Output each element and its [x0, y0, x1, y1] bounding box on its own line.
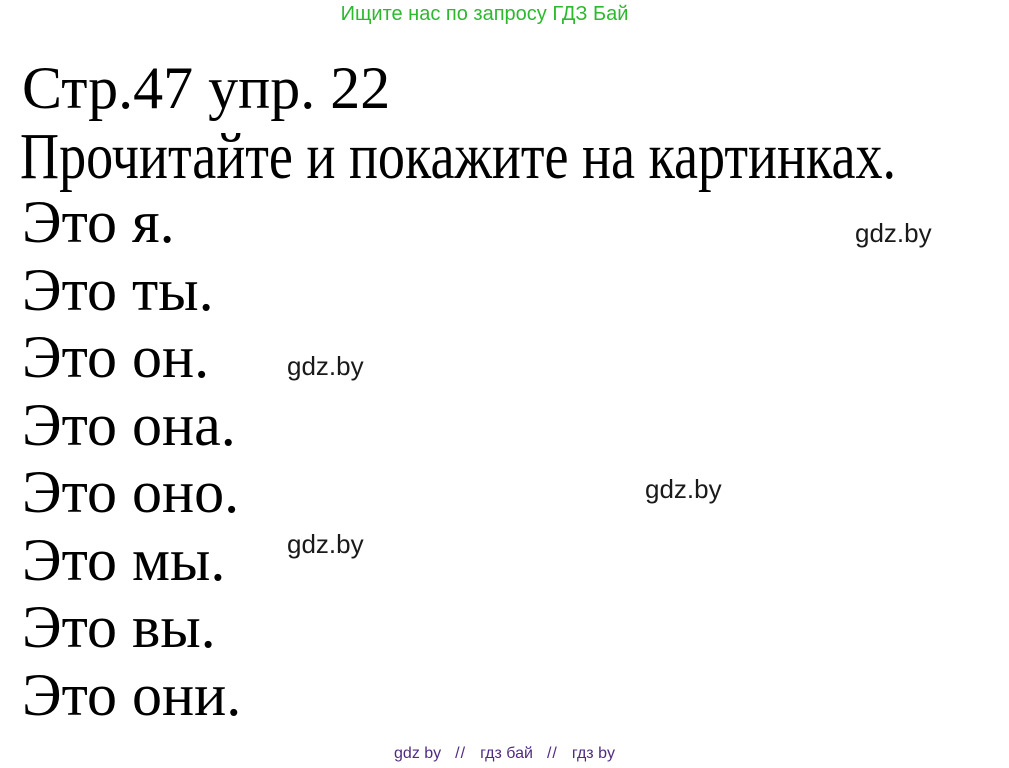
sentence-line: Это ты.: [22, 256, 214, 323]
sentence-line: Это они.: [22, 661, 242, 728]
sentence-line: Это я.: [22, 189, 175, 255]
exercise-instruction: Прочитайте и покажите на картинках.: [20, 120, 897, 193]
slash-separator: //: [546, 745, 558, 762]
sentence-line: Это мы.: [22, 526, 226, 593]
footer-text-part: гдз by: [571, 745, 615, 762]
sentence-line: Это вы.: [22, 594, 216, 660]
sentence-line: Это оно.: [22, 459, 240, 525]
promo-note: Ищите нас по запросу ГДЗ Бай: [340, 3, 629, 25]
sentence-line: Это он.: [22, 324, 210, 390]
gdz-watermark: gdz.by: [287, 529, 364, 559]
gdz-watermark: gdz.by: [855, 218, 932, 248]
gdz-watermark: gdz.by: [287, 351, 364, 381]
slash-separator: //: [455, 745, 467, 762]
page-title: Стр.47 упр. 22: [22, 55, 391, 121]
sentence-line: Это она.: [22, 391, 236, 458]
footer-text-part: гдз бай: [480, 745, 533, 762]
footer-text-part: gdz by: [394, 745, 442, 762]
sentence-list: [22, 189, 241, 729]
footer-branding: [0, 744, 1009, 764]
gdz-watermark: gdz.by: [645, 474, 722, 504]
